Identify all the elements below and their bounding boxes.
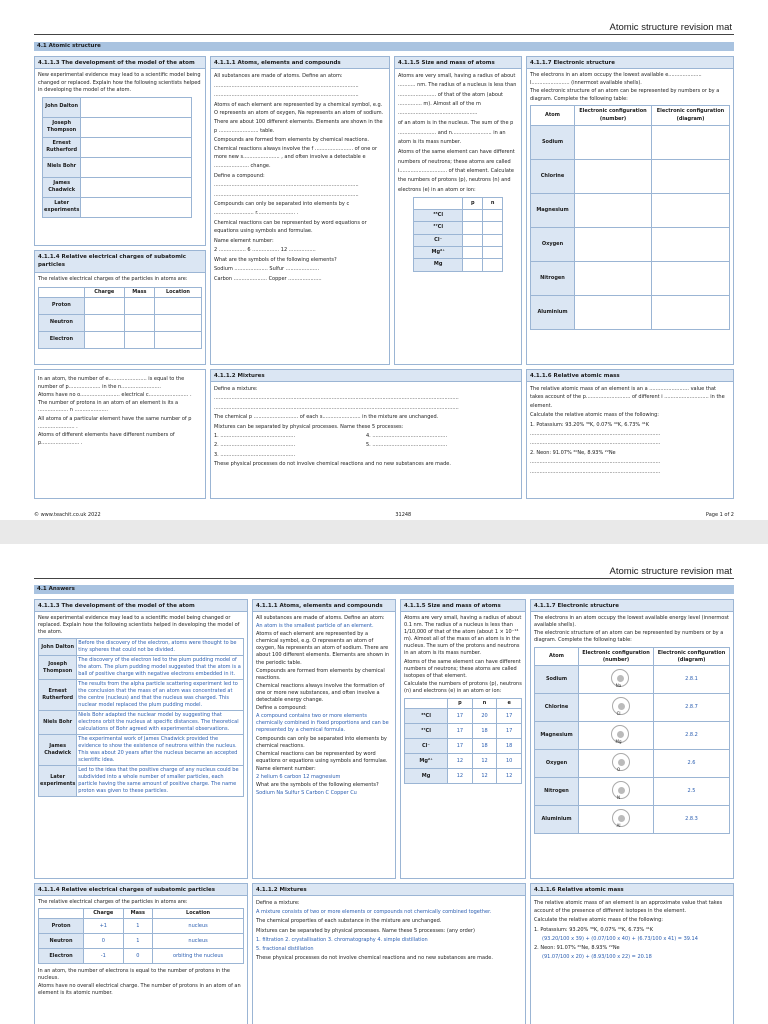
- ion-name: Mg²⁺: [414, 247, 463, 259]
- answer-cell[interactable]: [154, 332, 201, 349]
- ram-text: Calculate the relative atomic mass of the following:: [534, 917, 663, 924]
- charges-panel: [34, 250, 206, 365]
- title-rule: [34, 578, 734, 579]
- elements-text: All substances are made of atoms. Define an atom:: [256, 615, 385, 621]
- ram-heading: 4.1.1.6 Relative atomic mass: [527, 370, 733, 382]
- ion-table: [413, 197, 503, 272]
- col-header: [39, 909, 84, 919]
- col-header: Charge: [84, 287, 124, 298]
- answer-cell[interactable]: [652, 296, 730, 330]
- scientist-answer: Led to the idea that the positive charge of any nucleus could be subdivided into a whole number of smaller particles, each particle having the same amount of positive charge. The name proton was given to these particles.: [77, 766, 244, 797]
- answer-cell[interactable]: [84, 332, 124, 349]
- config-answer: 2.8.3: [654, 806, 730, 834]
- ram-panel: [526, 369, 734, 499]
- atom-diagram-icon: [612, 753, 630, 771]
- scientist-name: Joseph Thompson: [43, 117, 81, 137]
- process-line[interactable]: 3. ...............................................: [214, 451, 296, 458]
- atom-name: Nitrogen: [535, 778, 579, 806]
- elements-text: Name element number:: [256, 765, 316, 772]
- mass-answer: 1: [123, 934, 153, 949]
- size-panel: [394, 56, 522, 365]
- charge-text: Atoms have no overall electrical charge. The number of protons in an atom of an element is its atomic number.: [38, 983, 241, 996]
- config-answer: 2.6: [654, 750, 730, 778]
- ram-answers-panel: [530, 883, 734, 1024]
- mixtures-panel: [210, 369, 522, 499]
- atom-symbol: Na: [615, 683, 622, 689]
- elements-text: Compounds can only be separated into elements by c ......................... r........................ .: [214, 201, 350, 216]
- location-answer: orbiting the nucleus: [153, 949, 244, 964]
- answer-cell[interactable]: [124, 315, 154, 332]
- ram-text: 1. Potassium: 93.20% ³⁹K, 0.07% ⁴⁰K, 6.73% ⁴¹K: [534, 926, 654, 933]
- charge-answer: -1: [84, 949, 123, 964]
- charges-heading: 4.1.1.4 Relative electrical charges of subatomic particles: [35, 251, 205, 273]
- electron-heading: 4.1.1.7 Electronic structure: [531, 600, 733, 612]
- processes-answer: 1. filtration 2. crystallisation 3. chromatography 4. simple distillation: [256, 936, 428, 943]
- ion-name: Mg: [405, 769, 448, 784]
- atom-diagram-icon: [612, 809, 630, 827]
- mass-answer: 1: [123, 919, 153, 934]
- mixtures-heading: 4.1.1.2 Mixtures: [211, 370, 521, 382]
- ram-text: 2. Neon: 91.07% ²⁰Ne, 8.93% ²²Ne: [530, 449, 616, 456]
- answer-cell[interactable]: [463, 234, 483, 246]
- config-answer: 2.8.2: [654, 722, 730, 750]
- electron-heading: 4.1.1.7 Electronic structure: [527, 57, 733, 69]
- answer-cell[interactable]: [84, 298, 124, 315]
- scientist-name: John Dalton: [39, 639, 77, 656]
- mat-title: Atomic structure revision mat: [609, 566, 732, 577]
- elements-text: Compounds are formed from elements by chemical reactions. Chemical reactions always involve the f ........................ of one or more new s....................... , and often involve a detectable e ...................... change.: [214, 137, 378, 169]
- size-heading: 4.1.1.5 Size and mass of atoms: [401, 600, 525, 612]
- answer-cell[interactable]: [81, 197, 192, 217]
- atom-name: Magnesium: [531, 194, 575, 228]
- ram-text: 2. Neon: 91.07% ²⁰Ne, 8.93% ²²Ne: [534, 945, 620, 952]
- neutron-answer: 20: [472, 709, 497, 724]
- charges-table: [38, 908, 244, 964]
- answer-cell[interactable]: [575, 262, 652, 296]
- elements-text: Atoms of each element are represented by a chemical symbol, e.g. O represents an atom of oxygen, Na represents an atom of sodium. There are about 100 different elements. Elements are shown in the periodic table.: [256, 631, 390, 666]
- answer-cell[interactable]: [575, 296, 652, 330]
- atom-name: Aluminium: [531, 296, 575, 330]
- atom-symbol: Al: [616, 823, 621, 829]
- page-number: Page 1 of 2: [705, 512, 734, 518]
- page-footer: [34, 512, 734, 518]
- answer-cell[interactable]: [81, 177, 192, 197]
- config-answer: 2.8.7: [654, 694, 730, 722]
- proton-answer: 17: [448, 724, 473, 739]
- resource-id: 31248: [395, 512, 412, 518]
- elements-text: Define a compound:: [256, 705, 307, 712]
- ram-text: Calculate the relative atomic mass of the following:: [530, 412, 659, 419]
- particle-name: Proton: [39, 919, 84, 934]
- scientist-table: [38, 638, 244, 797]
- mixtures-text: The chemical properties of each substance in the mixture are unchanged.: [256, 918, 442, 925]
- answer-cell[interactable]: [652, 126, 730, 160]
- electron-panel: [526, 56, 734, 365]
- size-text: Calculate the numbers of protons (p), neutrons (n) and electrons (e) in an atom or ion:: [404, 680, 522, 694]
- electron-text: The electronic structure of an atom can be represented by numbers or by a diagram. Complete the following table:: [530, 88, 720, 102]
- col-header: n: [483, 197, 503, 209]
- page-gap: [0, 520, 768, 544]
- charge-text: In an atom, the number of e........................ is equal to the number of p.................... in the n.........................: [38, 376, 185, 390]
- ion-name: ³⁵Cl: [414, 210, 463, 222]
- answer-cell[interactable]: [81, 137, 192, 157]
- elements-heading: 4.1.1.1 Atoms, elements and compounds: [253, 600, 395, 612]
- elements-text: Chemical reactions can be represented by word equations or equations using symbols and formulae.: [214, 219, 367, 235]
- scientist-answer: Niels Bohr adapted the nuclear model by suggesting that electrons orbit the nucleus at specific distances. The theoretical calculations of Bohr agreed with experimental observations.: [77, 711, 244, 735]
- ram-text: The relative atomic mass of an element is an approximate value that takes account of the presence of different isotopes in the element.: [534, 900, 723, 915]
- copyright: © www.teachit.co.uk 2022: [34, 512, 101, 518]
- elements-text: What are the symbols of the following elements?: [256, 782, 379, 789]
- mixtures-answers-panel: [252, 883, 526, 1024]
- answer-cell[interactable]: [463, 210, 483, 222]
- answer-line[interactable]: ...........................................................................................: [214, 92, 359, 99]
- col-header: [39, 287, 85, 298]
- atom-name: Aluminium: [535, 806, 579, 834]
- answer-cell[interactable]: [652, 262, 730, 296]
- col-header: Atom: [535, 648, 579, 666]
- ram-answer: (93.20/100 x 39) + (0.07/100 x 40) + (6.73/100 x 41) = 39.14: [542, 935, 698, 942]
- answer-cell[interactable]: [154, 298, 201, 315]
- charges-answers-panel: [34, 883, 248, 1024]
- particle-name: Neutron: [39, 934, 84, 949]
- elements-answer: Sodium Na Sulfur S Carbon C Copper Cu: [256, 790, 357, 797]
- mixtures-text: The chemical p ............................ of each s........................ in the mixture are unchanged.: [214, 414, 439, 421]
- size-text: of an atom is in the nucleus. The sum of the p ........................ and n......................... in an atom is its mass number.: [398, 120, 514, 146]
- mixtures-text: Mixtures can be separated by physical processes. Name these 5 processes:: [214, 423, 404, 430]
- ion-table: [404, 698, 522, 784]
- proton-answer: 12: [448, 754, 473, 769]
- proton-answer: 12: [448, 769, 473, 784]
- ion-name: Mg: [414, 259, 463, 271]
- electron-answer: 17: [497, 709, 522, 724]
- answer-cell[interactable]: [575, 228, 652, 262]
- neutron-answer: 18: [472, 739, 497, 754]
- scientist-name: Niels Bohr: [39, 711, 77, 735]
- particle-name: Proton: [39, 298, 85, 315]
- process-line[interactable]: 5. ...............................................: [366, 442, 448, 449]
- charge-text: In an atom, the number of electrons is equal to the number of protons in the nucleus.: [38, 968, 230, 981]
- config-answer: 2.5: [654, 778, 730, 806]
- electron-text: The electrons in an atom occupy the lowest available e..................... l........................ (innermost available shells).: [530, 72, 702, 86]
- ion-name: ³⁵Cl: [405, 709, 448, 724]
- charge-text: Atoms have no o......................... electrical c......................... . The number of protons in an atom of an element is its a ................... n .....................: [38, 392, 192, 414]
- atom-name: Sodium: [531, 126, 575, 160]
- ram-text: 1. Potassium: 93.20% ³⁹K, 0.07% ⁴⁰K, 6.73% ⁴¹K: [530, 421, 650, 428]
- col-header: Location: [154, 287, 201, 298]
- mixtures-text: Define a mixture:: [214, 386, 258, 392]
- electron-answer: 18: [497, 739, 522, 754]
- neutron-answer: 18: [472, 724, 497, 739]
- scientist-name: Niels Bohr: [43, 157, 81, 177]
- neutron-answer: 12: [472, 769, 497, 784]
- elements-answer: A compound contains two or more elements chemically combined in fixed proportions and can be represented by a chemical formula.: [256, 713, 389, 734]
- ion-name: Cl⁻: [405, 739, 448, 754]
- answer-line[interactable]: ..........................................................................................................................................................: [214, 404, 459, 411]
- proton-answer: 17: [448, 739, 473, 754]
- answer-cell[interactable]: [575, 126, 652, 160]
- col-header: Location: [153, 909, 244, 919]
- scientist-name: James Chadwick: [39, 735, 77, 766]
- size-text: Atoms are very small, having a radius of about ........... nm. The radius of a nucleus is less than ........................ of that of the atom (about ............... m). Almost all of the m ..................................................: [398, 73, 517, 117]
- atom-name: Chlorine: [531, 160, 575, 194]
- scientist-name: Ernest Rutherford: [43, 137, 81, 157]
- elements-text: Chemical reactions always involve the formation of one or more new substances, and often involve a detectable energy change.: [256, 682, 385, 704]
- answer-cell[interactable]: [463, 259, 483, 271]
- atom-name: Magnesium: [535, 722, 579, 750]
- mixtures-heading: 4.1.1.2 Mixtures: [253, 884, 525, 896]
- answer-cell[interactable]: [463, 222, 483, 234]
- col-header: Electronic configuration (number): [579, 648, 654, 666]
- scientist-answer: The discovery of the electron led to the plum pudding model of the atom. The plum pudding model suggested that the atom is a ball of positive charge with negative electrons embedded in it.: [77, 656, 244, 680]
- answer-cell[interactable]: [483, 247, 503, 259]
- col-header: n: [472, 699, 497, 709]
- col-header: Mass: [124, 287, 154, 298]
- charges-intro: The relative electrical charges of the particles in atoms are:: [38, 276, 188, 282]
- answer-cell[interactable]: [652, 160, 730, 194]
- scientist-table: [42, 97, 192, 218]
- mixtures-text: These physical processes do not involve chemical reactions and no new substances are made.: [256, 955, 493, 962]
- title-rule: [34, 34, 734, 35]
- model-heading: 4.1.1.3 The development of the model of the atom: [35, 57, 205, 69]
- atom-name: Oxygen: [535, 750, 579, 778]
- col-header: Electronic configuration (diagram): [654, 648, 730, 666]
- answer-line[interactable]: ..................................................................................: [530, 440, 661, 447]
- section-bar: 4.1 Answers: [34, 585, 734, 594]
- answer-cell[interactable]: [154, 315, 201, 332]
- particle-name: Neutron: [39, 315, 85, 332]
- size-text: Atoms of the same element can have different numbers of neutrons; these atoms are called isotopes of that element.: [404, 658, 521, 679]
- charge-text: All atoms of a particular element have the same number of p ....................... .: [38, 415, 192, 430]
- answer-cell[interactable]: [124, 332, 154, 349]
- scientist-name: Later experiments: [43, 197, 81, 217]
- mat-title: Atomic structure revision mat: [609, 22, 732, 33]
- answer-line[interactable]: Sodium ..................... Sulfur .....................: [214, 266, 320, 273]
- particle-name: Electron: [39, 332, 85, 349]
- ram-heading: 4.1.1.6 Relative atomic mass: [531, 884, 733, 896]
- process-line[interactable]: 2. ...............................................: [214, 442, 296, 449]
- atom-name: Oxygen: [531, 228, 575, 262]
- neutron-answer: 12: [472, 754, 497, 769]
- mass-answer: 0: [123, 949, 153, 964]
- scientist-answer: Before the discovery of the electron, atoms were thought to be tiny spheres that could not be divided.: [77, 639, 244, 656]
- atom-diagram-icon: [612, 697, 630, 715]
- atom-name: Nitrogen: [531, 262, 575, 296]
- scientist-name: John Dalton: [43, 97, 81, 117]
- elements-text: Compounds can only be separated into elements by chemical reactions.: [256, 735, 387, 749]
- size-heading: 4.1.1.5 Size and mass of atoms: [395, 57, 521, 69]
- atom-diagram-icon: [612, 781, 630, 799]
- ram-answer: (91.07/100 x 20) + (8.93/100 x 22) = 20.18: [542, 954, 652, 961]
- col-header: p: [463, 197, 483, 209]
- answer-line[interactable]: ..................................................................................: [530, 431, 661, 438]
- atom-symbol: O: [616, 767, 621, 773]
- scientist-name: Joseph Thompson: [39, 656, 77, 680]
- model-answers-panel: [34, 599, 248, 879]
- answer-line[interactable]: ..................................................................................: [530, 459, 661, 466]
- answer-cell[interactable]: [483, 222, 503, 234]
- size-text: Atoms are very small, having a radius of about 0.1 nm. The radius of a nucleus is less than 1/10,000 of that of the atom (about 1 × 10⁻¹⁴ m). Almost all of the mass of an atom is in the nucleus. The sum of the protons and neutrons in an atom is its mass number.: [404, 615, 522, 657]
- answer-line[interactable]: ...........................................................................................: [214, 82, 359, 89]
- atom-name: Chlorine: [535, 694, 579, 722]
- mixtures-answer: A mixture consists of two or more elements or compounds not chemically combined together.: [256, 909, 492, 916]
- ion-name: ³⁷Cl: [405, 724, 448, 739]
- answer-line[interactable]: ...........................................................................................: [214, 182, 359, 189]
- electron-answer: 17: [497, 724, 522, 739]
- col-header: Atom: [531, 106, 575, 126]
- col-header: [405, 699, 448, 709]
- charges-table: [38, 287, 202, 350]
- col-header: Mass: [123, 909, 153, 919]
- location-answer: nucleus: [153, 934, 244, 949]
- model-intro: New experimental evidence may lead to a scientific model being changed or replaced. Explain how the following scientists helped in developing the model of the atom.: [38, 615, 240, 635]
- elements-text: Name element number:: [214, 237, 274, 244]
- electron-answer: 12: [497, 769, 522, 784]
- elements-text: Compounds are formed from elements by chemical reactions.: [256, 667, 385, 681]
- answer-cell[interactable]: [652, 228, 730, 262]
- elements-panel: [210, 56, 390, 365]
- mixtures-text: These physical processes do not involve chemical reactions and no new substances are made.: [214, 461, 451, 468]
- col-header: e: [497, 699, 522, 709]
- elements-answer: An atom is the smallest particle of an element.: [256, 623, 374, 630]
- scientist-answer: The experimental work of James Chadwick provided the evidence to show the existence of neutrons within the nucleus. This was about 20 years after the nucleus became an accepted scientific idea.: [77, 735, 244, 766]
- electron-answer: 10: [497, 754, 522, 769]
- col-header: Charge: [84, 909, 123, 919]
- electron-answers-panel: [530, 599, 734, 879]
- mixtures-text: Mixtures can be separated by physical processes. Name these 5 processes: (any order): [256, 927, 475, 934]
- elements-heading: 4.1.1.1 Atoms, elements and compounds: [211, 57, 389, 69]
- size-answers-panel: [400, 599, 526, 879]
- answer-cell[interactable]: [483, 210, 503, 222]
- atom-symbol: Mg: [615, 739, 622, 745]
- answer-cell[interactable]: [463, 247, 483, 259]
- config-answer: 2.8.1: [654, 666, 730, 694]
- ion-name: ³⁷Cl: [414, 222, 463, 234]
- elements-text: Chemical reactions can be represented by word equations or equations using symbols and formulae.: [256, 750, 388, 764]
- mixtures-text: Define a mixture:: [256, 900, 300, 906]
- col-header: [414, 197, 463, 209]
- answer-cell[interactable]: [483, 259, 503, 271]
- worksheet-page-2: [0, 544, 768, 1024]
- electron-table: [534, 647, 730, 834]
- ion-name: Cl⁻: [414, 234, 463, 246]
- elements-answer: 2 helium 6 carbon 12 magnesium: [256, 773, 341, 780]
- scientist-answer: The results from the alpha particle scattering experiment led to the conclusion that the mass of an atom was concentrated at the centre (nucleus) and that the nucleus was charged. This nuclear model replaced the plum pudding model.: [77, 680, 244, 711]
- elements-text: Atoms of each element are represented by a chemical symbol, e.g. O represents an atom of oxygen, Na represents an atom of sodium. There are about 100 different elements. Elements are shown in the p ......................... table.: [214, 101, 384, 134]
- charge-answer: +1: [84, 919, 123, 934]
- answer-cell[interactable]: [483, 234, 503, 246]
- proton-answer: 17: [448, 709, 473, 724]
- ion-name: Mg²⁺: [405, 754, 448, 769]
- answer-cell[interactable]: [575, 194, 652, 228]
- answer-cell[interactable]: [575, 160, 652, 194]
- answer-line[interactable]: 2 ................. 6 ................. 12 .................: [214, 247, 316, 254]
- atom-symbol: N: [617, 795, 621, 801]
- answer-cell[interactable]: [84, 315, 124, 332]
- answer-cell[interactable]: [81, 157, 192, 177]
- answer-cell[interactable]: [81, 117, 192, 137]
- charges-heading: 4.1.1.4 Relative electrical charges of subatomic particles: [35, 884, 247, 896]
- electron-text: The electronic structure of an atom can be represented by numbers or by a diagram. Complete the following table:: [534, 630, 724, 644]
- elements-answers-panel: [252, 599, 396, 879]
- electron-text: The electrons in an atom occupy the lowest available energy level (innermost available shells).: [534, 615, 729, 629]
- answer-line[interactable]: Carbon ..................... Copper .....................: [214, 276, 322, 283]
- col-header: Electronic configuration (diagram): [652, 106, 730, 126]
- scientist-name: Ernest Rutherford: [39, 680, 77, 711]
- location-answer: nucleus: [153, 919, 244, 934]
- answer-line[interactable]: ...........................................................................................: [214, 191, 359, 198]
- atom-symbol: Cl: [616, 711, 621, 717]
- section-bar: 4.1 Atomic structure: [34, 42, 734, 51]
- elements-text: All substances are made of atoms. Define an atom:: [214, 73, 343, 79]
- model-heading: 4.1.1.3 The development of the model of the atom: [35, 600, 247, 612]
- scientist-name: Later experiments: [39, 766, 77, 797]
- processes-answer: 5. fractional distillation: [256, 946, 314, 953]
- scientist-name: James Chadwick: [43, 177, 81, 197]
- answer-cell[interactable]: [652, 194, 730, 228]
- particle-name: Electron: [39, 949, 84, 964]
- charges-text-panel: [34, 369, 206, 499]
- answer-line[interactable]: ..........................................................................................................................................................: [214, 395, 459, 402]
- answer-line[interactable]: ..................................................................................: [530, 468, 661, 475]
- model-intro: New experimental evidence may lead to a scientific model being changed or replaced. Explain how the following scientists helped in developing the model of the atom.: [38, 72, 201, 94]
- electron-table: [530, 105, 730, 330]
- elements-text: Define a compound:: [214, 172, 265, 179]
- process-line[interactable]: 4. ...............................................: [366, 433, 448, 440]
- col-header: Electronic configuration (number): [575, 106, 652, 126]
- answer-cell[interactable]: [124, 298, 154, 315]
- charges-intro: The relative electrical charges of the particles in atoms are:: [38, 899, 188, 905]
- model-panel: [34, 56, 206, 246]
- ram-text: The relative atomic mass of an element is an a ......................... value that takes account of the p............................ of different i ............................ in the element.: [530, 386, 725, 409]
- answer-cell[interactable]: [81, 97, 192, 117]
- process-line[interactable]: 1. ...............................................: [214, 433, 296, 440]
- charge-text: Atoms of different elements have different numbers of p........................ .: [38, 432, 175, 446]
- elements-text: What are the symbols of the following elements?: [214, 256, 337, 263]
- atom-name: Sodium: [535, 666, 579, 694]
- charge-answer: 0: [84, 934, 123, 949]
- col-header: p: [448, 699, 473, 709]
- size-text: Atoms of the same element can have different numbers of neutrons; these atoms are called i.............................. of that element. Calculate the numbers of protons (p), neutrons (n) and electrons (e) in an atom or ion:: [398, 149, 515, 193]
